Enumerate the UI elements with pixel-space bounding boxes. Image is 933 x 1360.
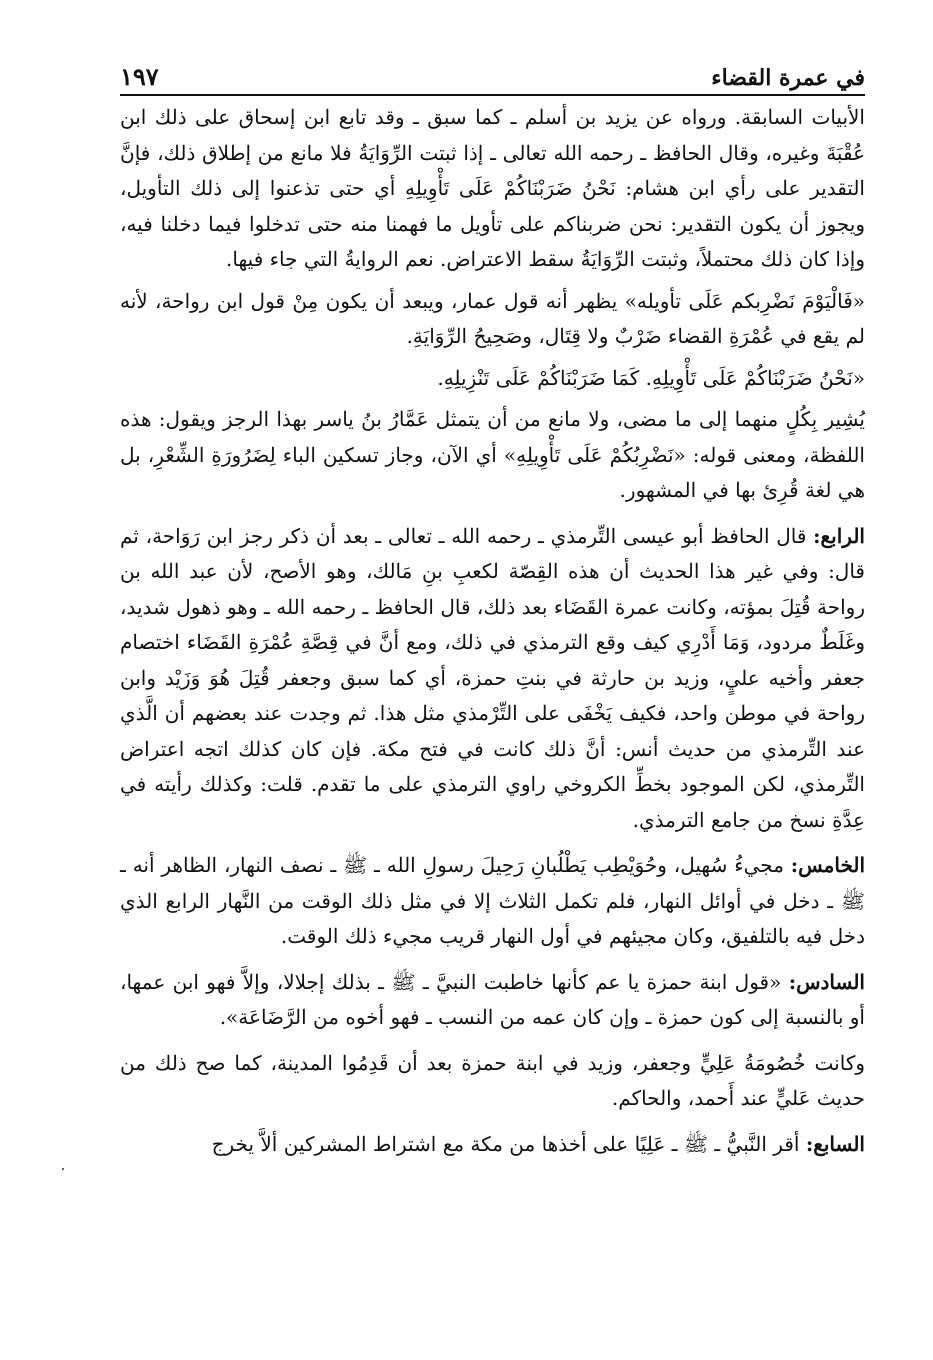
paragraph bbox=[120, 965, 865, 1036]
section-lead: السابع: bbox=[805, 1131, 865, 1156]
section-lead: السادس: bbox=[788, 969, 865, 994]
paragraph bbox=[120, 848, 865, 955]
paragraph-text: وكانت خُصُومَةُ عَلِيٍّ وجعفر، وزيد في ابنة حمزة بعد أن قَدِمُوا المدينة، كما صح ذلك من حديث عَليٍّ عند أَحمد، والحاكم. bbox=[120, 1050, 865, 1110]
page-number: ١٩٧ bbox=[120, 62, 159, 91]
paragraph-text: «قول ابنة حمزة يا عم كأنها خاطبت النبيَّ ـ ﷺ ـ بذلك إجلالا، وإلاَّ فهو ابن عمها، أو بالنسبة إلى كون حمزة ـ وإن كان عمه من النسب ـ فهو أخوه من الرَّضَاعَة». bbox=[120, 969, 865, 1029]
paragraph-text: «فَالْيَوْمَ نَضْرِبكم عَلَى تأويله» يظهر أنه قول عمار، ويبعد أن يكون مِنْ قول ابن رواحة، لأنه لم يقع في عُمْرَةِ القضاء ضَرْبٌ ولا قِتَال، وصَحِيحُ الرِّوَايَةِ. bbox=[120, 288, 865, 348]
paragraph-text: قال الحافظ أبو عيسى التِّرمذي ـ رحمه الله ـ تعالى ـ بعد أن ذكر رجز ابن رَوَاحة، ثم قال: وفي غير هذا الحديث أن هذه القِصّة لكعبِ بنِ مَالك، وهو الأصح، لأن عبد الله بن رواحة قُتِلَ بمؤته، وكانت عمرة القَضَاء بعد ذلك، قال الحافظ ـ رحمه الله ـ وهو ذهول شديد، وغَلَطٌ مردود، وَمَا أَدْرِي كيف وقع الترمذي في ذلك، ومع أنَّ في قِصَّةِ عُمْرَةِ القَضَاء اختصام جعفر وأخيه عليٍ، وزيد بن حارثة في بنتِ حمزة، أي كما سبق وجعفر قُتِلَ هُوَ وَزَيْد وابن رواحة في موطن واحد، فكيف يَخْفَى على التِّرْمذي مثل هذا. ثم وجدت عند بعضهم أن الَّذي عند التِّرمذي من حديث أنس: أنَّ ذلك كانت في فتح مكة. فإن كان كذلك اتجه اعتراض التِّرمذي، لكن الموجود بخطِّ الكروخي راوي الترمذي على ما تقدم. قلت: وكذلك رأيته في عِدَّةِ نسخ من جامع الترمذي. bbox=[120, 523, 865, 832]
verse-line bbox=[120, 361, 865, 397]
paragraph bbox=[120, 1046, 865, 1117]
paragraph-text: أقر النَّبيُّ ـ ﷺ ـ عَلِيًا على أخذها من مكة مع اشتراط المشركين ألاَّ يخرج bbox=[211, 1131, 806, 1156]
section-lead: الخامس: bbox=[790, 853, 865, 877]
paragraph-text: الأبيات السابقة. ورواه عن يزيد بن أسلم ـ كما سبق ـ وقد تابع ابن إسحاق على ذلك ابن عُقْبَةَ وغيره، وقال الحافظ ـ رحمه الله تعالى ـ إذا ثبتت الرِّوَايَةُ فلا مانع من إطلاق ذلك، فإنَّ التقدير على رأي ابن هشام: نَحْنُ ضَرَبْنَاكُمْ عَلَى تَأْوِيلِهِ أي حتى تذعنوا إلى ذلك التأويل، ويجوز أن يكون التقدير: نحن ضربناكم على تأويل ما فهمنا منه حتى تدخلوا فيما دخلنا فيه، وإذا كان ذلك محتملاً، وثبتت الرِّوَايَةُ سقط الاعتراض. نعم الروايةُ التي جاء فيها. bbox=[120, 105, 865, 271]
paragraph-text: مجيءُ سُهيل، وحُوَيْطِب يَطْلُبانِ رَحِيلَ رسولِ الله ـ ﷺ ـ نصف النهار، الظاهر أنه ـ ﷺ ـ دخل في أوائل النهار، فلم تكمل الثلاث إلا في مثل ذلك الوقت من النَّهار الرابع الذي دخل فيه بالتلفيق، وكان مجيئهم في أول النهار قريب مجيء ذلك الوقت. bbox=[120, 853, 865, 948]
paragraph-text: «نَحْنُ ضَرَبْنَاكُمْ عَلَى تَأْوِيلِهِ. كَمَا ضَرَبْنَاكُمْ عَلَى تَنْزِيلِهِ. bbox=[437, 365, 865, 390]
paragraph bbox=[120, 1127, 865, 1163]
paragraph bbox=[120, 284, 865, 355]
paragraph bbox=[120, 519, 865, 839]
running-header bbox=[120, 58, 865, 96]
section-lead: الرابع: bbox=[813, 523, 865, 548]
paragraph bbox=[120, 402, 865, 509]
scan-speck bbox=[62, 1168, 64, 1170]
paragraph bbox=[120, 100, 865, 278]
page-body bbox=[120, 100, 865, 1162]
paragraph-text: يُشِير بِكُلٍ منهما إلى ما مضى، ولا مانع من أن يتمثل عَمَّارُ بنُ ياسر بهذا الرجز ويقول: هذه اللفظة، ومعنى قوله: «نَضْرِبُكُمْ عَلَى تَأْوِيلِهِ» أي الآن، وجاز تسكين الباء لِضَرُورَةِ الشِّعْرِ، بل هي لغة قُرِئ بها في المشهور. bbox=[120, 407, 865, 502]
running-title: في عمرة القضاء bbox=[711, 65, 865, 91]
